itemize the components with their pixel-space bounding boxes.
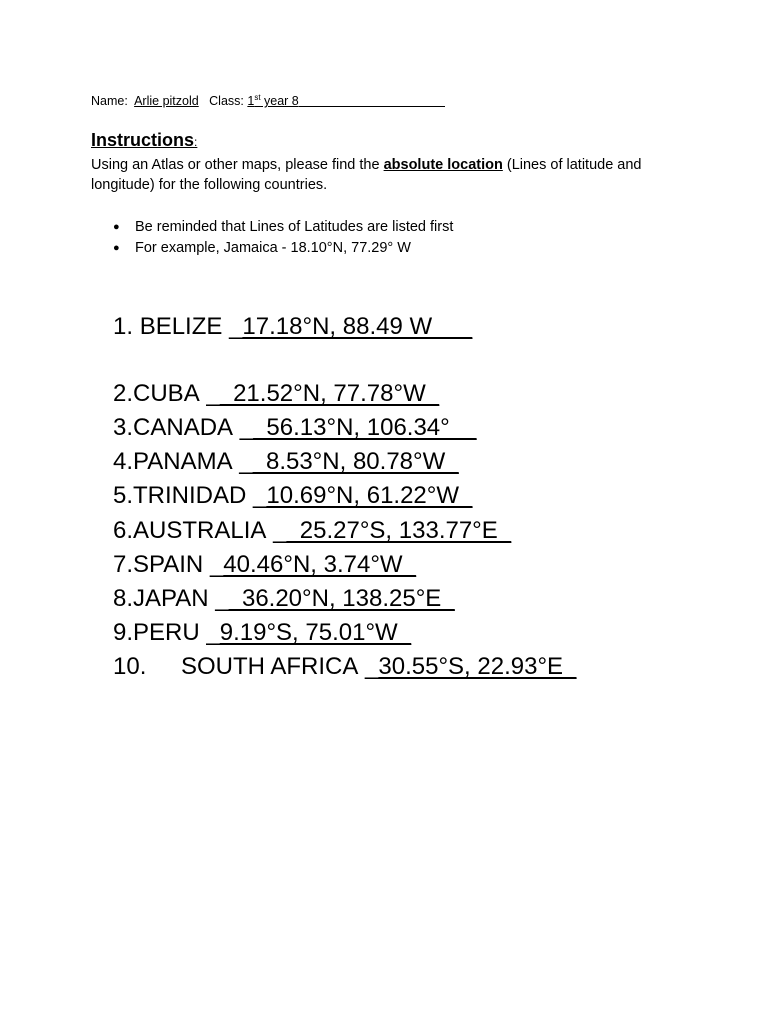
answer-value: _36.20°N, 138.25°E_ <box>228 585 455 612</box>
class-label: Class: <box>209 94 244 109</box>
answer-value: _25.27°S, 133.77°E_ <box>286 517 512 544</box>
answer-row-cuba: 2.CUBA __21.52°N, 77.78°W_ <box>113 380 440 407</box>
answer-row-trinidad: 5.TRINIDAD _10.69°N, 61.22°W_ <box>113 482 473 509</box>
reminder-list <box>113 217 453 259</box>
class-value: 1st year 8 <box>247 93 299 109</box>
student-name: Arlie pitzold <box>134 94 199 109</box>
answer-value: 10.69°N, 61.22°W_ <box>266 482 473 509</box>
answer-row-australia: 6.AUSTRALIA __25.27°S, 133.77°E_ <box>113 517 512 544</box>
answer-value: _8.53°N, 80.78°W_ <box>252 448 459 475</box>
answer-value: 17.18°N, 88.49 W___ <box>242 313 473 340</box>
answer-row-canada: 3.CANADA __56.13°N, 106.34°__ <box>113 414 477 441</box>
answer-row-spain: 7.SPAIN _40.46°N, 3.74°W_ <box>113 551 416 578</box>
answer-row-panama: 4.PANAMA __8.53°N, 80.78°W_ <box>113 448 459 475</box>
class-blank-line <box>299 94 445 107</box>
answer-row-belize: 1. BELIZE _17.18°N, 88.49 W___ <box>113 313 473 340</box>
answer-value: 30.55°S, 22.93°E_ <box>378 653 577 680</box>
instructions-title: Instructions: <box>91 130 198 150</box>
list-item: ● For example, Jamaica - 18.10°N, 77.29° W <box>113 238 453 259</box>
list-item: ● Be reminded that Lines of Latitudes are listed first <box>113 217 453 238</box>
answer-value: _56.13°N, 106.34°__ <box>253 414 477 441</box>
absolute-location-term: absolute location <box>383 157 503 173</box>
answer-value: _21.52°N, 77.78°W_ <box>219 380 440 407</box>
answer-value: 40.46°N, 3.74°W_ <box>223 551 416 578</box>
answer-row-peru: 9.PERU _9.19°S, 75.01°W_ <box>113 619 412 646</box>
name-label: Name: <box>91 94 128 109</box>
student-header <box>91 93 445 108</box>
answer-value: 9.19°S, 75.01°W_ <box>219 619 412 646</box>
answer-row-japan: 8.JAPAN __36.20°N, 138.25°E_ <box>113 585 455 612</box>
answer-row-south-africa: 10. SOUTH AFRICA _30.55°S, 22.93°E_ <box>113 653 577 680</box>
instructions-text: Using an Atlas or other maps, please find the absolute location (Lines of latitude and longitude) for the following countries. <box>91 157 642 193</box>
